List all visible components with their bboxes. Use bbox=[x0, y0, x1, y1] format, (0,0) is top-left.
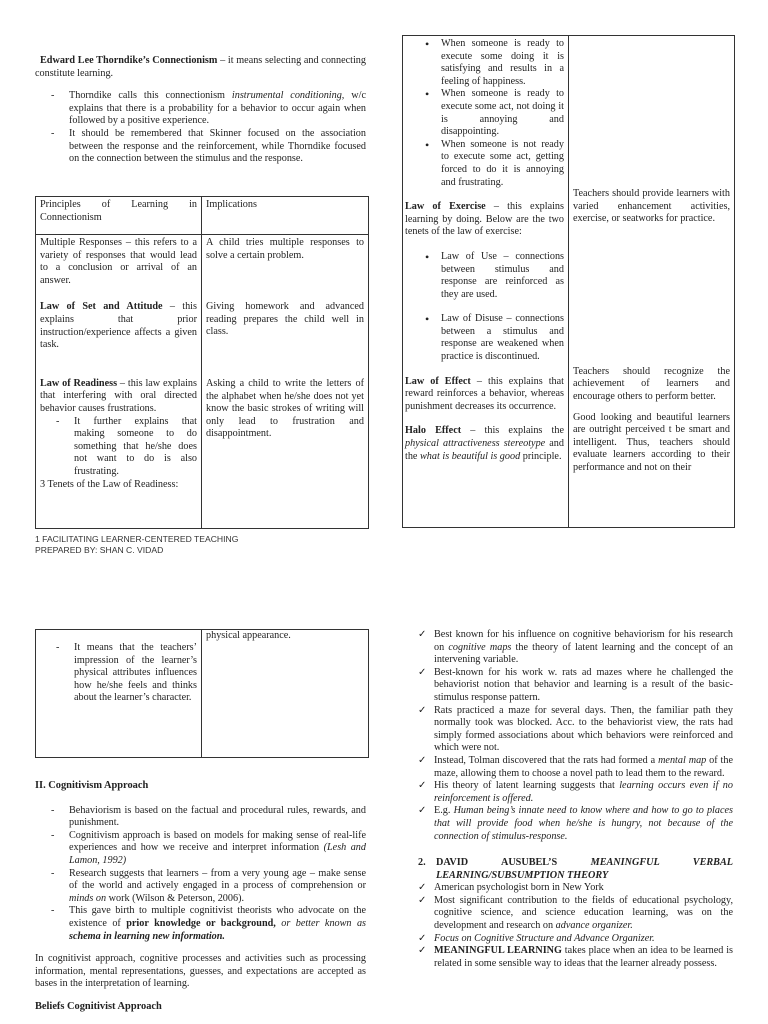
list-item: • When someone is ready to execute some act, not doing it is annoying and disappointing. bbox=[405, 88, 564, 138]
list-item: • When someone is ready to execute some doing it is satisfying and results in a feeling of happiness. bbox=[405, 38, 564, 88]
list-item: ✓ E.g. Human being’s innate need to know where and how to go to places that will provide food when he/she is hungry, not because of the connection of stimulus-response. bbox=[418, 805, 733, 843]
connectionism-title: Edward Lee Thorndike’s Connectionism bbox=[40, 55, 218, 66]
connectionism-table-end bbox=[35, 629, 369, 758]
list-item: ✓ Best-known for his work w. rats ad mazes where he challenged the behaviorist notion that behavior and learning is a result of the basic-stimulus response pattern. bbox=[418, 667, 733, 705]
list-item: - Research suggests that learners – from a very young age – make sense of the world and actively engaged in a process of comprehension or minds on work (Wilson & Peterson, 2006). bbox=[35, 868, 366, 906]
list-item: - Thorndike calls this connectionism instrumental conditioning, w/c explains that there is a probability for a behavior to occur again when followed by a positive experience. bbox=[35, 90, 366, 128]
connectionism-table bbox=[35, 196, 369, 529]
table-row bbox=[36, 630, 369, 758]
list-item: ✓ Focus on Cognitive Structure and Advance Organizer. bbox=[418, 933, 733, 946]
list-item: - Cognitivism approach is based on models for making sense of real-life experiences and how we receive and interpret information (Lesh and Lamon, 1992) bbox=[35, 830, 366, 868]
connectionism-bullets bbox=[35, 90, 366, 166]
table-row bbox=[36, 197, 369, 235]
connectionism-table-continued bbox=[402, 35, 735, 528]
list-item: ✓ Best known for his influence on cognitive behaviorism for his research on cognitive maps the theory of latent learning and the concept of an intervening variable. bbox=[418, 629, 733, 667]
list-item: • Law of Use – connections between stimulus and response are reinforced as they are used. bbox=[405, 251, 564, 301]
cognitivism-bullets bbox=[35, 805, 366, 944]
list-item: ✓ His theory of latent learning suggests that learning occurs even if no reinforcement is offered. bbox=[418, 780, 733, 805]
table-cell-implications: physical appearance. bbox=[202, 630, 369, 758]
cognitivism-paragraph: In cognitivist approach, cognitive processes and activities such as processing information, mental representations, guesses, and expectations are accepted as bases in the interpretation of learning. bbox=[35, 953, 366, 990]
subsection-title: Beliefs Cognitivist Approach bbox=[35, 1000, 162, 1012]
table-cell-principles: • When someone is ready to execute some doing it is satisfying and results in a feeling of happiness. • When someone is ready to execute some act, not doing it is annoying and disappointing. • When someone is not ready to execute some act, getting forced to do it is annoying and frustrating. Law of Exercise – this explains learning by doing. Below are the two tenets of the law of exercise: • Law of Use – connections between stimulus and response are reinforced as they are used. • Law of Disuse – connections between a stimulus and response are weakened when practice is discontinued. Law of Effect – this explains that reward reinforces a behavior, whereas punishment decreases its occurrence. Halo Effect – this explains the physical attractiveness stereotype and the what is beautiful is good principle. bbox=[403, 36, 569, 528]
page-footer: 1 FACILITATING LEARNER-CENTERED TEACHING PREPARED BY: SHAN C. VIDAD bbox=[35, 534, 239, 555]
table-row bbox=[36, 235, 369, 529]
list-item: - This gave birth to multiple cognitivist theorists who advocate on the existence of prior knowledge or background, or better known as schema in learning new information. bbox=[35, 905, 366, 943]
page1-left-column bbox=[35, 55, 366, 166]
table-header-principles: Principles of Learning in Connectionism bbox=[36, 197, 202, 235]
table-cell-implications: A child tries multiple responses to solve a certain problem. Giving homework and advanced reading prepares the child well in class. Asking a child to write the letters of the alphabet when he/she does not yet know the basic strokes of writing will only lead to frustration and disappointment. bbox=[202, 235, 369, 529]
list-item: ✓ Rats practiced a maze for several days. Then, the familiar path they normally took was blocked. Acc. to the behaviorist view, the rats had simply formed associations about which behaviors were reinforced and which were not. bbox=[418, 705, 733, 755]
list-item: ✓ Most significant contribution to the fields of educational psychology, cognitive science, and science education learning, was on the development and research on advance organizer. bbox=[418, 895, 733, 933]
list-item: ✓ MEANINGFUL LEARNING takes place when an idea to be learned is related in some sensible way to ideas that the learner already possess. bbox=[418, 945, 733, 970]
page2-right-column bbox=[418, 629, 733, 970]
list-item: - It should be remembered that Skinner focused on the association between the response and the reinforcement, while Thorndike focused on the connection between the stimulus and the response. bbox=[35, 128, 366, 166]
table-cell-implications: Teachers should provide learners with varied enhancement activities, exercise, or seatworks for practice. Teachers should recognize the achievement of learners and encourage others to perform better. Good looking and beautiful learners are outright perceived t be smart and intelligent. Thus, teachers should evaluate learners according to their performance and not on their bbox=[569, 36, 735, 528]
list-item: ✓ American psychologist born in New York bbox=[418, 882, 733, 895]
connectionism-intro: Edward Lee Thorndike’s Connectionism – it means selecting and connecting constitute learning. bbox=[35, 55, 366, 79]
list-item: • When someone is not ready to execute some act, getting forced to do it is annoying and frustrating. bbox=[405, 139, 564, 189]
page2-left-column bbox=[35, 780, 366, 1014]
ausubel-checklist bbox=[418, 882, 733, 970]
table-cell-principles: Multiple Responses – this refers to a variety of responses that would lead to a conclusion or arrival of an answer. Law of Set and Attitude – this explains that prior instruction/experience affects a given task. Law of Readiness – this law explains that interfering with oral directed behavior causes frustrations. - It further explains that making someone to do something that he/she does not want to do is also frustrating. 3 Tenets of the Law of Readiness: bbox=[36, 235, 202, 529]
table-row bbox=[403, 36, 735, 528]
tolman-checklist bbox=[418, 629, 733, 843]
section-title: II. Cognitivism Approach bbox=[35, 780, 149, 791]
list-item: ✓ Instead, Tolman discovered that the rats had formed a mental map of the maze, allowing them to choose a novel path to lead them to the reward. bbox=[418, 755, 733, 780]
list-item: - It further explains that making someone to do something that he/she does not want to do is also frustrating. bbox=[40, 416, 197, 479]
list-item: - Behaviorism is based on the factual and procedural rules, rewards, and punishment. bbox=[35, 805, 366, 830]
list-item: - It means that the teachers’ impression of the learner’s physical attributes influences how he/she feels and thinks about the learner’s character. bbox=[40, 642, 197, 705]
table-header-implications: Implications bbox=[202, 197, 369, 235]
table-cell-principles bbox=[36, 630, 202, 758]
ausubel-heading: 2. DAVID AUSUBEL’S MEANINGFUL VERBAL LEARNING/SUBSUMPTION THEORY bbox=[418, 857, 733, 881]
list-item: • Law of Disuse – connections between a stimulus and response are weakened when practice is discontinued. bbox=[405, 313, 564, 363]
